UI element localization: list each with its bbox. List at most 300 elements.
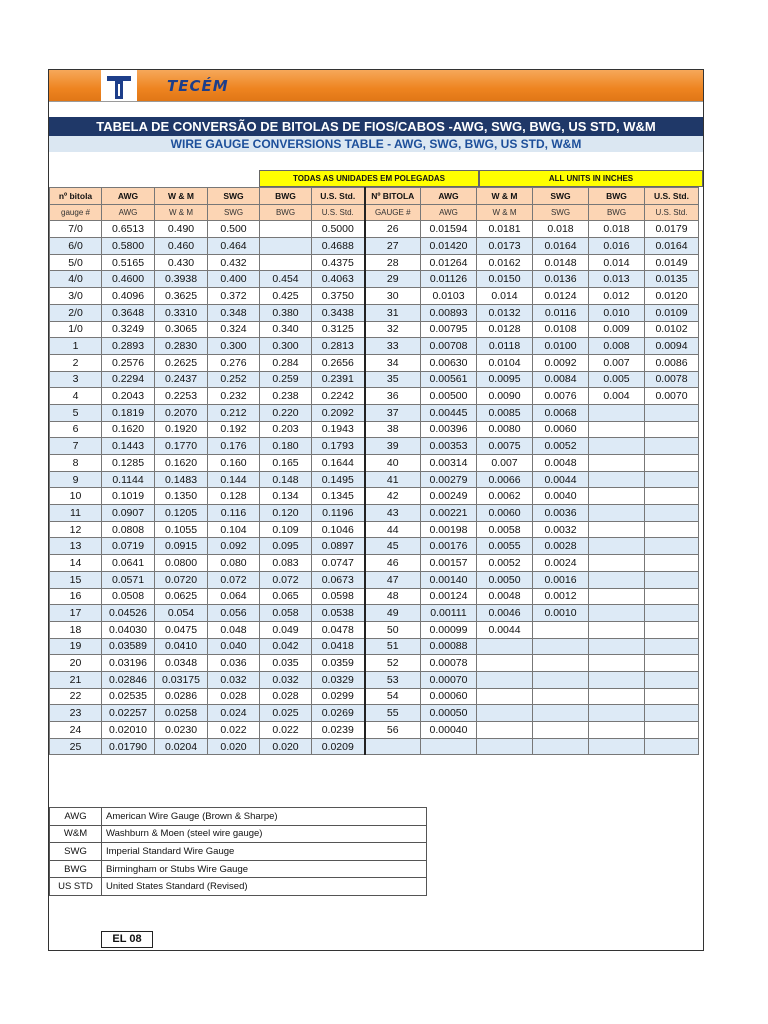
table-cell: 0.2437 (155, 371, 208, 388)
table-cell: 0.0032 (533, 521, 589, 538)
table-cell (365, 738, 421, 755)
table-cell: 0.0641 (102, 555, 155, 572)
table-cell: 0.300 (208, 338, 260, 355)
table-cell: 0.276 (208, 354, 260, 371)
table-cell: 0.02846 (102, 671, 155, 688)
table-cell: 0.232 (208, 388, 260, 405)
table-cell: nº bitola (50, 188, 102, 205)
page-title: TABELA DE CONVERSÃO DE BITOLAS DE FIOS/CABOS -AWG, SWG, BWG, US STD, W&M (49, 117, 703, 136)
table-cell: 5 (50, 404, 102, 421)
legend-row (50, 860, 427, 878)
table-cell: 54 (365, 688, 421, 705)
table-cell: AWG (102, 188, 155, 205)
table-cell: SWG (533, 204, 589, 221)
table-cell: 0.0094 (645, 338, 699, 355)
table-cell (533, 738, 589, 755)
table-cell (260, 238, 312, 255)
table-cell: 0.0052 (477, 555, 533, 572)
table-cell: 0.00445 (421, 404, 477, 421)
table-cell: 0.0508 (102, 588, 155, 605)
table-cell (589, 655, 645, 672)
table-cell: 37 (365, 404, 421, 421)
table-cell: 0.3750 (312, 288, 365, 305)
table-cell: 0.380 (260, 304, 312, 321)
table-row (50, 555, 699, 572)
table-cell: 13 (50, 538, 102, 555)
legend-description: Imperial Standard Wire Gauge (102, 843, 427, 861)
table-row (50, 321, 699, 338)
table-cell: 47 (365, 571, 421, 588)
table-cell: 0.0164 (533, 238, 589, 255)
table-cell: 0.00221 (421, 505, 477, 522)
brand-name: TECÉM (167, 77, 229, 95)
table-cell: 4/0 (50, 271, 102, 288)
table-cell: 0.2625 (155, 354, 208, 371)
table-cell: 0.2830 (155, 338, 208, 355)
table-cell: 0.02535 (102, 688, 155, 705)
table-cell: 0.00157 (421, 555, 477, 572)
table-cell: 7/0 (50, 221, 102, 238)
table-cell: 0.2242 (312, 388, 365, 405)
table-row (50, 455, 699, 472)
table-cell: 43 (365, 505, 421, 522)
page-subtitle: WIRE GAUGE CONVERSIONS TABLE - AWG, SWG, BWG, US STD, W&M (49, 136, 703, 152)
table-cell: 0.0907 (102, 505, 155, 522)
table-cell: 0.148 (260, 471, 312, 488)
table-cell (589, 571, 645, 588)
table-cell (477, 722, 533, 739)
table-cell: 51 (365, 638, 421, 655)
table-cell: 0.0478 (312, 621, 365, 638)
table-cell: 0.004 (589, 388, 645, 405)
legend-row (50, 878, 427, 896)
table-cell (533, 688, 589, 705)
table-cell: 0.0136 (533, 271, 589, 288)
table-cell: 0.008 (589, 338, 645, 355)
table-cell: 0.1793 (312, 438, 365, 455)
table-row (50, 421, 699, 438)
table-cell (533, 638, 589, 655)
table-cell (645, 471, 699, 488)
table-cell: 0.1019 (102, 488, 155, 505)
table-cell: 0.0162 (477, 254, 533, 271)
table-cell: 0.3438 (312, 304, 365, 321)
table-cell: 0.0092 (533, 354, 589, 371)
table-cell (533, 705, 589, 722)
table-cell: 0.2576 (102, 354, 155, 371)
table-cell: 0.128 (208, 488, 260, 505)
tecem-logo-icon (101, 70, 137, 101)
table-cell: 0.1443 (102, 438, 155, 455)
table-cell: 0.0052 (533, 438, 589, 455)
table-cell: 0.0070 (645, 388, 699, 405)
table-cell: 56 (365, 722, 421, 739)
table-cell: 0.0348 (155, 655, 208, 672)
table-cell: 21 (50, 671, 102, 688)
table-cell: 0.1644 (312, 455, 365, 472)
table-cell: 0.1350 (155, 488, 208, 505)
table-cell (477, 688, 533, 705)
table-cell: 0.01790 (102, 738, 155, 755)
table-cell: 0.0673 (312, 571, 365, 588)
table-row (50, 271, 699, 288)
table-cell: 0.0230 (155, 722, 208, 739)
table-cell: 18 (50, 621, 102, 638)
table-cell (645, 605, 699, 622)
table-cell: 0.180 (260, 438, 312, 455)
table-cell: 0.0050 (477, 571, 533, 588)
table-row (50, 288, 699, 305)
table-cell: 0.0104 (477, 354, 533, 371)
table-cell: 0.104 (208, 521, 260, 538)
table-cell: 0.238 (260, 388, 312, 405)
table-cell: 0.018 (589, 221, 645, 238)
table-cell: 0.024 (208, 705, 260, 722)
table-cell (260, 221, 312, 238)
table-cell: 0.020 (260, 738, 312, 755)
table-cell: 0.4096 (102, 288, 155, 305)
legend-abbreviation: BWG (50, 860, 102, 878)
table-cell (589, 605, 645, 622)
table-cell: 0.144 (208, 471, 260, 488)
table-cell: 0.2253 (155, 388, 208, 405)
table-cell: 0.1144 (102, 471, 155, 488)
table-cell: 0.490 (155, 221, 208, 238)
table-cell: 0.3625 (155, 288, 208, 305)
table-cell (477, 671, 533, 688)
table-cell (477, 655, 533, 672)
table-cell (645, 455, 699, 472)
table-cell: 0.460 (155, 238, 208, 255)
table-cell: 0.284 (260, 354, 312, 371)
legend-abbreviation: AWG (50, 808, 102, 826)
table-cell: 0.03196 (102, 655, 155, 672)
table-cell: 0.1046 (312, 521, 365, 538)
table-cell: U.S. Std. (645, 204, 699, 221)
table-cell: 0.048 (208, 621, 260, 638)
table-cell: 0.372 (208, 288, 260, 305)
table-cell: 25 (50, 738, 102, 755)
table-cell: 0.0046 (477, 605, 533, 622)
table-cell: 10 (50, 488, 102, 505)
table-cell: 0.0625 (155, 588, 208, 605)
table-cell (589, 438, 645, 455)
table-cell: W & M (477, 204, 533, 221)
table-cell: gauge # (50, 204, 102, 221)
gauge-table (49, 187, 699, 755)
table-cell: 0.0055 (477, 538, 533, 555)
table-cell: 33 (365, 338, 421, 355)
table-cell: 0.009 (589, 321, 645, 338)
table-cell: 0.0068 (533, 404, 589, 421)
table-cell: 0.2813 (312, 338, 365, 355)
table-cell: 0.013 (589, 271, 645, 288)
table-cell: 0.0010 (533, 605, 589, 622)
table-cell: 0.0076 (533, 388, 589, 405)
table-cell: 0.0719 (102, 538, 155, 555)
table-cell: 55 (365, 705, 421, 722)
header-banner (49, 70, 703, 102)
table-cell: 4 (50, 388, 102, 405)
table-cell: 0.00176 (421, 538, 477, 555)
table-cell: 0.0808 (102, 521, 155, 538)
table-cell (645, 722, 699, 739)
table-cell: 0.0135 (645, 271, 699, 288)
table-cell (589, 505, 645, 522)
table-cell: 0.0048 (533, 455, 589, 472)
table-cell: 0.092 (208, 538, 260, 555)
table-cell: 0.022 (260, 722, 312, 739)
table-row (50, 238, 699, 255)
table-row (50, 738, 699, 755)
table-cell: 0.6513 (102, 221, 155, 238)
table-cell: 0.1345 (312, 488, 365, 505)
legend-row (50, 825, 427, 843)
table-row (50, 588, 699, 605)
table-cell: 0.007 (477, 455, 533, 472)
table-cell: 0.00099 (421, 621, 477, 638)
table-cell: SWG (208, 188, 260, 205)
table-cell: 0.020 (208, 738, 260, 755)
table-cell: 0.02010 (102, 722, 155, 739)
table-row (50, 671, 699, 688)
table-cell (589, 588, 645, 605)
legend-description: United States Standard (Revised) (102, 878, 427, 896)
table-cell: 0.0044 (477, 621, 533, 638)
table-cell: 0.0897 (312, 538, 365, 555)
table-cell: 0.0598 (312, 588, 365, 605)
legend-abbreviation: SWG (50, 843, 102, 861)
table-cell: 24 (50, 722, 102, 739)
table-cell: 50 (365, 621, 421, 638)
table-cell (533, 655, 589, 672)
table-cell: 0.116 (208, 505, 260, 522)
table-cell (645, 738, 699, 755)
table-cell: 0.3310 (155, 304, 208, 321)
table-cell: GAUGE # (365, 204, 421, 221)
table-cell (645, 521, 699, 538)
table-cell: 0.430 (155, 254, 208, 271)
table-cell: 0.400 (208, 271, 260, 288)
table-cell: 0.0150 (477, 271, 533, 288)
table-cell: 0.1495 (312, 471, 365, 488)
table-cell: 30 (365, 288, 421, 305)
table-row (50, 254, 699, 271)
table-cell: 0.0359 (312, 655, 365, 672)
table-cell: 0.0269 (312, 705, 365, 722)
table-cell (645, 638, 699, 655)
table-cell: 0.00040 (421, 722, 477, 739)
table-cell: 0.1285 (102, 455, 155, 472)
legend-row (50, 808, 427, 826)
table-cell: 0.1055 (155, 521, 208, 538)
table-cell: 0.0080 (477, 421, 533, 438)
table-cell: 0.056 (208, 605, 260, 622)
table-cell: 46 (365, 555, 421, 572)
table-row (50, 655, 699, 672)
table-cell: 0.4375 (312, 254, 365, 271)
abbreviation-legend (49, 807, 427, 896)
table-cell: 0.028 (260, 688, 312, 705)
table-cell: 0.0100 (533, 338, 589, 355)
table-cell (589, 404, 645, 421)
table-cell: 0.00050 (421, 705, 477, 722)
table-cell: 0.0915 (155, 538, 208, 555)
table-cell: 0.3249 (102, 321, 155, 338)
table-cell: 0.00111 (421, 605, 477, 622)
table-cell: 0.0048 (477, 588, 533, 605)
table-cell: 0.1196 (312, 505, 365, 522)
table-cell: 2/0 (50, 304, 102, 321)
table-cell: 0.5800 (102, 238, 155, 255)
table-cell: 0.0149 (645, 254, 699, 271)
table-cell: 0.0108 (533, 321, 589, 338)
table-cell: 0.04030 (102, 621, 155, 638)
table-cell: 0.0040 (533, 488, 589, 505)
table-cell: 0.2893 (102, 338, 155, 355)
table-cell: 0.464 (208, 238, 260, 255)
table-cell: 0.040 (208, 638, 260, 655)
table-cell: 7 (50, 438, 102, 455)
table-row (50, 404, 699, 421)
table-cell (645, 438, 699, 455)
table-cell: 0.0720 (155, 571, 208, 588)
table-row (50, 621, 699, 638)
table-cell: 3 (50, 371, 102, 388)
table-cell: 0.0058 (477, 521, 533, 538)
table-cell: 0.212 (208, 404, 260, 421)
table-cell: 0.0024 (533, 555, 589, 572)
table-cell: 0.252 (208, 371, 260, 388)
table-cell: 0.0571 (102, 571, 155, 588)
table-cell: 0.2294 (102, 371, 155, 388)
table-cell: 0.4688 (312, 238, 365, 255)
table-row (50, 354, 699, 371)
table-cell: 0.0209 (312, 738, 365, 755)
table-cell (645, 671, 699, 688)
table-cell: 32 (365, 321, 421, 338)
table-cell: 20 (50, 655, 102, 672)
table-cell: 0.2391 (312, 371, 365, 388)
table-cell: 0.049 (260, 621, 312, 638)
table-cell: 0.036 (208, 655, 260, 672)
table-cell: 0.0120 (645, 288, 699, 305)
table-cell: 5/0 (50, 254, 102, 271)
table-cell: 0.00396 (421, 421, 477, 438)
table-cell: 0.160 (208, 455, 260, 472)
table-cell (589, 705, 645, 722)
table-cell: 1/0 (50, 321, 102, 338)
table-cell: 0.00314 (421, 455, 477, 472)
table-cell: 0.025 (260, 705, 312, 722)
table-cell: 0.00198 (421, 521, 477, 538)
table-subheader-row (50, 204, 699, 221)
table-row (50, 521, 699, 538)
table-cell: 0.2092 (312, 404, 365, 421)
table-row (50, 488, 699, 505)
table-cell: 0.00078 (421, 655, 477, 672)
table-cell: 0.1943 (312, 421, 365, 438)
table-cell: 0.220 (260, 404, 312, 421)
table-cell: 0.00630 (421, 354, 477, 371)
table-cell: SWG (208, 204, 260, 221)
table-cell: 0.134 (260, 488, 312, 505)
table-cell: 0.0181 (477, 221, 533, 238)
table-cell: 0.0124 (533, 288, 589, 305)
table-cell: 0.0173 (477, 238, 533, 255)
table-cell: AWG (102, 204, 155, 221)
legend-row (50, 843, 427, 861)
table-cell: 0.3065 (155, 321, 208, 338)
table-cell: 0.0066 (477, 471, 533, 488)
table-cell: BWG (589, 188, 645, 205)
table-cell: 0.022 (208, 722, 260, 739)
table-cell: 0.0258 (155, 705, 208, 722)
table-cell: 0.259 (260, 371, 312, 388)
table-cell (645, 421, 699, 438)
table-cell (589, 688, 645, 705)
table-cell: 38 (365, 421, 421, 438)
table-cell: 0.007 (589, 354, 645, 371)
table-cell: 0.0085 (477, 404, 533, 421)
table-cell: 0.058 (260, 605, 312, 622)
table-cell: 14 (50, 555, 102, 572)
table-cell: 0.0060 (477, 505, 533, 522)
legend-abbreviation: W&M (50, 825, 102, 843)
table-cell (589, 621, 645, 638)
table-cell: 0.165 (260, 455, 312, 472)
table-cell: 0.042 (260, 638, 312, 655)
table-cell: 45 (365, 538, 421, 555)
table-cell (589, 555, 645, 572)
table-cell: 0.454 (260, 271, 312, 288)
unit-note-english: ALL UNITS IN INCHES (479, 170, 703, 187)
conversion-sheet (48, 69, 704, 951)
table-cell: 0.0118 (477, 338, 533, 355)
table-row (50, 605, 699, 622)
table-row (50, 304, 699, 321)
table-cell: 0.3125 (312, 321, 365, 338)
table-cell: W & M (155, 188, 208, 205)
table-cell: 0.0090 (477, 388, 533, 405)
table-row (50, 505, 699, 522)
table-cell: 0.0116 (533, 304, 589, 321)
table-cell: 0.035 (260, 655, 312, 672)
table-cell (477, 638, 533, 655)
table-cell (589, 538, 645, 555)
table-cell: 0.2070 (155, 404, 208, 421)
table-cell: 6 (50, 421, 102, 438)
table-cell: 0.00795 (421, 321, 477, 338)
table-cell (645, 655, 699, 672)
table-cell: 0.010 (589, 304, 645, 321)
table-cell: 0.0418 (312, 638, 365, 655)
table-cell: BWG (589, 204, 645, 221)
table-cell (645, 688, 699, 705)
table-cell: 8 (50, 455, 102, 472)
table-cell: 0.0012 (533, 588, 589, 605)
table-row (50, 638, 699, 655)
table-cell: 0.0410 (155, 638, 208, 655)
table-cell: W & M (155, 204, 208, 221)
table-cell: 0.072 (260, 571, 312, 588)
table-cell: 22 (50, 688, 102, 705)
table-cell: 0.0164 (645, 238, 699, 255)
table-cell: 0.0075 (477, 438, 533, 455)
table-cell: 0.176 (208, 438, 260, 455)
table-cell: 0.0102 (645, 321, 699, 338)
table-cell: 52 (365, 655, 421, 672)
